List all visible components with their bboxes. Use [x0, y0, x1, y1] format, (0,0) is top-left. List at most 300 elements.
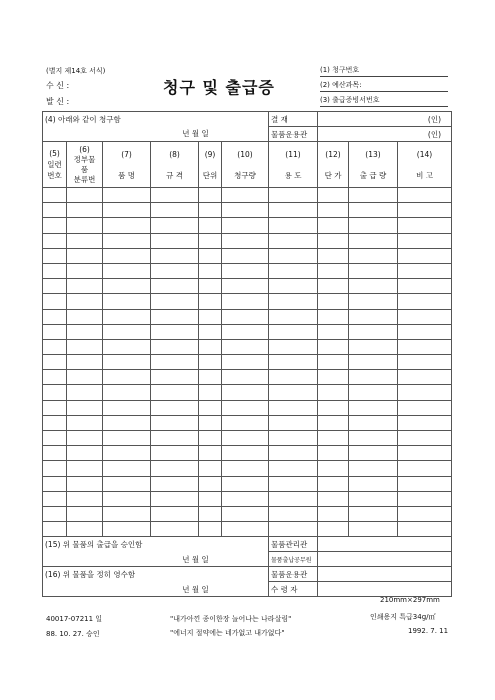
table-row [43, 218, 452, 233]
table-cell[interactable] [318, 415, 349, 430]
table-cell[interactable] [199, 461, 222, 476]
table-row [43, 188, 452, 203]
table-cell[interactable] [349, 461, 398, 476]
table-row [43, 309, 452, 324]
table-cell[interactable] [349, 522, 398, 537]
table-cell[interactable] [269, 324, 318, 339]
table-cell[interactable] [398, 309, 452, 324]
table-cell[interactable] [151, 218, 199, 233]
table-cell[interactable] [199, 385, 222, 400]
table-cell[interactable] [199, 370, 222, 385]
table-cell[interactable] [349, 355, 398, 370]
table-cell[interactable] [43, 476, 67, 491]
table-cell[interactable] [349, 506, 398, 521]
table-cell[interactable] [318, 339, 349, 354]
table-cell[interactable] [151, 263, 199, 278]
table-cell[interactable] [222, 431, 269, 446]
table-cell[interactable] [43, 415, 67, 430]
approval-date: 년 월 일 [43, 552, 269, 567]
column-header-row [43, 142, 452, 188]
slogan-2: "에너지 절약에는 네가없고 내가없다" [170, 629, 285, 637]
table-cell[interactable] [269, 233, 318, 248]
table-cell[interactable] [349, 263, 398, 278]
table-cell[interactable] [67, 218, 103, 233]
user-cell[interactable] [318, 567, 452, 582]
table-cell[interactable] [318, 248, 349, 263]
table-row [43, 203, 452, 218]
table-cell[interactable] [67, 506, 103, 521]
table-cell[interactable] [151, 476, 199, 491]
table-cell[interactable] [269, 203, 318, 218]
approval-date-print: 88. 10. 27. 승인 [46, 630, 100, 638]
table-cell[interactable] [269, 461, 318, 476]
table-cell[interactable] [67, 461, 103, 476]
table-cell[interactable] [398, 522, 452, 537]
table-cell[interactable] [398, 446, 452, 461]
table-cell[interactable] [151, 324, 199, 339]
table-cell[interactable] [199, 446, 222, 461]
table-cell[interactable] [398, 188, 452, 203]
table-cell[interactable] [349, 385, 398, 400]
table-cell[interactable] [269, 431, 318, 446]
table-cell[interactable] [103, 248, 151, 263]
table-cell[interactable] [103, 522, 151, 537]
table-cell[interactable] [67, 522, 103, 537]
table-cell[interactable] [151, 294, 199, 309]
table-cell[interactable] [398, 370, 452, 385]
table-cell[interactable] [398, 400, 452, 415]
table-cell[interactable] [67, 263, 103, 278]
table-cell[interactable] [269, 506, 318, 521]
table-cell[interactable] [43, 279, 67, 294]
table-cell[interactable] [67, 248, 103, 263]
table-cell[interactable] [318, 233, 349, 248]
request-form-table [42, 111, 452, 597]
table-cell[interactable] [43, 188, 67, 203]
table-cell[interactable] [151, 279, 199, 294]
table-cell[interactable] [43, 385, 67, 400]
table-row [43, 370, 452, 385]
table-cell[interactable] [67, 400, 103, 415]
slogan-1: "내가아낀 종이한장 늘어나는 나라살림" [170, 615, 292, 623]
table-cell[interactable] [103, 415, 151, 430]
col-header: (11) 용 도 [269, 142, 318, 188]
table-cell[interactable] [199, 339, 222, 354]
table-cell[interactable] [43, 446, 67, 461]
table-cell[interactable] [222, 446, 269, 461]
table-cell[interactable] [103, 188, 151, 203]
table-cell[interactable] [43, 309, 67, 324]
table-cell[interactable] [151, 370, 199, 385]
col-header: (5) 일련 번호 [43, 142, 67, 188]
table-cell[interactable] [103, 294, 151, 309]
table-cell[interactable] [398, 203, 452, 218]
table-cell[interactable] [103, 309, 151, 324]
table-cell[interactable] [199, 415, 222, 430]
table-cell[interactable] [199, 355, 222, 370]
ref-budget-item: (2) 예산과목: [320, 81, 362, 89]
table-cell[interactable] [222, 370, 269, 385]
table-cell[interactable] [398, 355, 452, 370]
table-cell[interactable] [151, 506, 199, 521]
table-cell[interactable] [349, 279, 398, 294]
table-cell[interactable] [398, 506, 452, 521]
table-row [43, 476, 452, 491]
table-cell[interactable] [67, 339, 103, 354]
officer-stamp: (인) [318, 127, 452, 142]
table-cell[interactable] [67, 385, 103, 400]
table-cell[interactable] [318, 294, 349, 309]
col-header: (14) 비 고 [398, 142, 452, 188]
table-cell[interactable] [222, 522, 269, 537]
table-cell[interactable] [269, 370, 318, 385]
receiver-cell[interactable] [318, 582, 452, 597]
table-cell[interactable] [269, 491, 318, 506]
table-cell[interactable] [349, 294, 398, 309]
table-cell[interactable] [222, 339, 269, 354]
paper-size: 210mm×297mm [380, 596, 440, 604]
table-cell[interactable] [222, 309, 269, 324]
table-cell[interactable] [43, 506, 67, 521]
table-cell[interactable] [103, 339, 151, 354]
table-cell[interactable] [43, 218, 67, 233]
table-cell[interactable] [349, 446, 398, 461]
table-cell[interactable] [398, 339, 452, 354]
table-cell[interactable] [318, 263, 349, 278]
table-cell[interactable] [349, 400, 398, 415]
manager-label: 물품관리관 [269, 537, 318, 552]
table-cell[interactable] [43, 522, 67, 537]
table-cell[interactable] [222, 385, 269, 400]
table-cell[interactable] [43, 400, 67, 415]
table-cell[interactable] [222, 248, 269, 263]
table-cell[interactable] [151, 400, 199, 415]
approval-label: 결 재 [269, 112, 318, 127]
table-cell[interactable] [103, 324, 151, 339]
table-cell[interactable] [349, 248, 398, 263]
table-cell[interactable] [222, 203, 269, 218]
table-cell[interactable] [398, 415, 452, 430]
table-cell[interactable] [318, 461, 349, 476]
table-cell[interactable] [151, 522, 199, 537]
table-cell[interactable] [151, 233, 199, 248]
table-cell[interactable] [269, 446, 318, 461]
table-cell[interactable] [43, 461, 67, 476]
table-cell[interactable] [199, 491, 222, 506]
table-cell[interactable] [318, 476, 349, 491]
table-cell[interactable] [269, 218, 318, 233]
user-label: 물품운용관 [269, 567, 318, 582]
table-cell[interactable] [222, 400, 269, 415]
table-cell[interactable] [103, 461, 151, 476]
table-cell[interactable] [269, 309, 318, 324]
table-cell[interactable] [43, 324, 67, 339]
table-cell[interactable] [398, 279, 452, 294]
table-cell[interactable] [67, 476, 103, 491]
table-cell[interactable] [67, 294, 103, 309]
table-cell[interactable] [151, 248, 199, 263]
table-cell[interactable] [349, 370, 398, 385]
form-number: (별지 제14호 서식) [46, 67, 106, 75]
table-row [43, 522, 452, 537]
table-cell[interactable] [151, 203, 199, 218]
table-cell[interactable] [43, 431, 67, 446]
table-cell[interactable] [199, 476, 222, 491]
table-cell[interactable] [199, 400, 222, 415]
table-cell[interactable] [199, 248, 222, 263]
table-cell[interactable] [151, 446, 199, 461]
table-cell[interactable] [318, 431, 349, 446]
table-cell[interactable] [199, 522, 222, 537]
table-cell[interactable] [349, 218, 398, 233]
table-cell[interactable] [67, 309, 103, 324]
table-cell[interactable] [349, 188, 398, 203]
table-cell[interactable] [349, 415, 398, 430]
table-cell[interactable] [43, 233, 67, 248]
table-row [43, 324, 452, 339]
table-row [43, 233, 452, 248]
table-row [43, 248, 452, 263]
col-header: (7) 품 명 [103, 142, 151, 188]
page-title: 청구 및 출급증 [163, 78, 275, 97]
table-cell[interactable] [318, 506, 349, 521]
table-cell[interactable] [103, 279, 151, 294]
table-cell[interactable] [222, 461, 269, 476]
paper-type: 인쇄용지 특급34g/㎡ [370, 613, 436, 621]
table-cell[interactable] [318, 279, 349, 294]
ref-underline [320, 91, 448, 92]
table-cell[interactable] [67, 415, 103, 430]
table-cell[interactable] [222, 476, 269, 491]
recipient-label: 수 신 : [46, 81, 70, 90]
col-header: (8) 규 격 [151, 142, 199, 188]
table-cell[interactable] [103, 218, 151, 233]
table-cell[interactable] [318, 309, 349, 324]
table-row [43, 385, 452, 400]
approval-stamp: (인) [318, 112, 452, 127]
table-cell[interactable] [269, 248, 318, 263]
col-header: (13) 출 급 량 [349, 142, 398, 188]
officer-label: 물품운용관 [269, 127, 318, 142]
table-cell[interactable] [103, 370, 151, 385]
table-cell[interactable] [349, 203, 398, 218]
table-cell[interactable] [349, 431, 398, 446]
table-cell[interactable] [398, 233, 452, 248]
table-cell[interactable] [269, 339, 318, 354]
table-cell[interactable] [269, 476, 318, 491]
table-cell[interactable] [222, 233, 269, 248]
table-cell[interactable] [269, 294, 318, 309]
table-cell[interactable] [151, 188, 199, 203]
table-cell[interactable] [222, 218, 269, 233]
table-cell[interactable] [67, 324, 103, 339]
table-cell[interactable] [103, 446, 151, 461]
table-cell[interactable] [269, 188, 318, 203]
table-cell[interactable] [269, 279, 318, 294]
table-cell[interactable] [398, 294, 452, 309]
table-cell[interactable] [67, 355, 103, 370]
table-cell[interactable] [67, 431, 103, 446]
col-header: (6) 정부물 품 분류번 [67, 142, 103, 188]
table-cell[interactable] [151, 491, 199, 506]
table-cell[interactable] [151, 309, 199, 324]
table-cell[interactable] [43, 370, 67, 385]
table-row [43, 431, 452, 446]
table-cell[interactable] [398, 431, 452, 446]
table-cell[interactable] [103, 385, 151, 400]
table-cell[interactable] [43, 203, 67, 218]
table-row [43, 446, 452, 461]
table-cell[interactable] [43, 248, 67, 263]
table-cell[interactable] [222, 506, 269, 521]
table-cell[interactable] [199, 294, 222, 309]
table-cell[interactable] [151, 431, 199, 446]
table-cell[interactable] [103, 203, 151, 218]
table-cell[interactable] [67, 279, 103, 294]
table-cell[interactable] [222, 491, 269, 506]
table-cell[interactable] [318, 218, 349, 233]
table-row [43, 339, 452, 354]
table-cell[interactable] [103, 476, 151, 491]
table-cell[interactable] [349, 324, 398, 339]
table-cell[interactable] [199, 431, 222, 446]
table-cell[interactable] [269, 415, 318, 430]
table-cell[interactable] [318, 203, 349, 218]
table-cell[interactable] [103, 491, 151, 506]
table-cell[interactable] [398, 218, 452, 233]
table-cell[interactable] [67, 188, 103, 203]
table-cell[interactable] [398, 461, 452, 476]
table-cell[interactable] [222, 188, 269, 203]
table-cell[interactable] [151, 355, 199, 370]
table-cell[interactable] [349, 476, 398, 491]
table-cell[interactable] [269, 522, 318, 537]
table-cell[interactable] [199, 309, 222, 324]
table-cell[interactable] [151, 461, 199, 476]
table-row [43, 491, 452, 506]
table-cell[interactable] [67, 446, 103, 461]
table-cell[interactable] [222, 294, 269, 309]
table-cell[interactable] [67, 370, 103, 385]
table-cell[interactable] [398, 263, 452, 278]
table-cell[interactable] [43, 491, 67, 506]
table-cell[interactable] [222, 355, 269, 370]
table-cell[interactable] [199, 203, 222, 218]
table-cell[interactable] [398, 385, 452, 400]
table-cell[interactable] [349, 339, 398, 354]
request-date: 년 월 일 [43, 127, 269, 142]
cashier-cell[interactable] [318, 552, 452, 567]
table-cell[interactable] [269, 355, 318, 370]
table-cell[interactable] [199, 263, 222, 278]
cashier-label: 물품출납공무원 [269, 552, 318, 567]
table-cell[interactable] [151, 415, 199, 430]
table-row [43, 415, 452, 430]
table-cell[interactable] [103, 400, 151, 415]
table-cell[interactable] [199, 233, 222, 248]
table-cell[interactable] [269, 263, 318, 278]
table-cell[interactable] [199, 324, 222, 339]
receiver-label: 수 령 자 [269, 582, 318, 597]
table-cell[interactable] [269, 385, 318, 400]
table-cell[interactable] [199, 506, 222, 521]
table-row [43, 400, 452, 415]
table-row [43, 506, 452, 521]
receipt-statement: (16) 위 물품을 정히 영수함 [43, 567, 269, 582]
table-row [43, 355, 452, 370]
table-cell[interactable] [222, 279, 269, 294]
table-cell[interactable] [349, 491, 398, 506]
table-cell[interactable] [318, 385, 349, 400]
table-cell[interactable] [318, 188, 349, 203]
table-cell[interactable] [349, 233, 398, 248]
table-cell[interactable] [222, 324, 269, 339]
table-cell[interactable] [103, 263, 151, 278]
table-cell[interactable] [199, 218, 222, 233]
ref-underline [320, 106, 448, 107]
table-cell[interactable] [398, 324, 452, 339]
table-cell[interactable] [318, 370, 349, 385]
col-header: (12) 단 가 [318, 142, 349, 188]
table-row [43, 279, 452, 294]
table-row [43, 294, 452, 309]
sender-label: 발 신 : [46, 97, 70, 106]
ref-underline [320, 76, 448, 77]
table-cell[interactable] [103, 355, 151, 370]
col-header: (10) 청구량 [222, 142, 269, 188]
table-row [43, 461, 452, 476]
table-cell[interactable] [398, 491, 452, 506]
table-cell[interactable] [318, 522, 349, 537]
table-cell[interactable] [43, 339, 67, 354]
manager-cell[interactable] [318, 537, 452, 552]
table-cell[interactable] [67, 491, 103, 506]
table-cell[interactable] [349, 309, 398, 324]
table-cell[interactable] [318, 491, 349, 506]
table-cell[interactable] [318, 324, 349, 339]
table-cell[interactable] [43, 263, 67, 278]
table-cell[interactable] [43, 355, 67, 370]
table-cell[interactable] [398, 476, 452, 491]
table-cell[interactable] [318, 400, 349, 415]
table-cell[interactable] [43, 294, 67, 309]
table-cell[interactable] [67, 203, 103, 218]
table-cell[interactable] [199, 279, 222, 294]
table-cell[interactable] [67, 233, 103, 248]
table-cell[interactable] [398, 248, 452, 263]
print-date: 1992. 7. 11 [408, 627, 449, 635]
receipt-date: 년 월 일 [43, 582, 269, 597]
ref-voucher-number: (3) 출급증빙서번호 [320, 96, 380, 104]
ref-request-number: (1) 청구번호 [320, 66, 360, 74]
table-cell[interactable] [199, 188, 222, 203]
table-cell[interactable] [151, 339, 199, 354]
table-cell[interactable] [103, 431, 151, 446]
table-cell[interactable] [318, 446, 349, 461]
form-code: 40017-07211 일 [46, 615, 103, 623]
table-cell[interactable] [269, 400, 318, 415]
table-row [43, 263, 452, 278]
table-cell[interactable] [103, 506, 151, 521]
request-statement: (4) 아래와 같이 청구함 [43, 112, 269, 127]
item-rows [43, 188, 452, 537]
table-cell[interactable] [222, 415, 269, 430]
table-cell[interactable] [318, 355, 349, 370]
col-header: (9) 단위 [199, 142, 222, 188]
table-cell[interactable] [222, 263, 269, 278]
table-cell[interactable] [151, 385, 199, 400]
table-cell[interactable] [103, 233, 151, 248]
